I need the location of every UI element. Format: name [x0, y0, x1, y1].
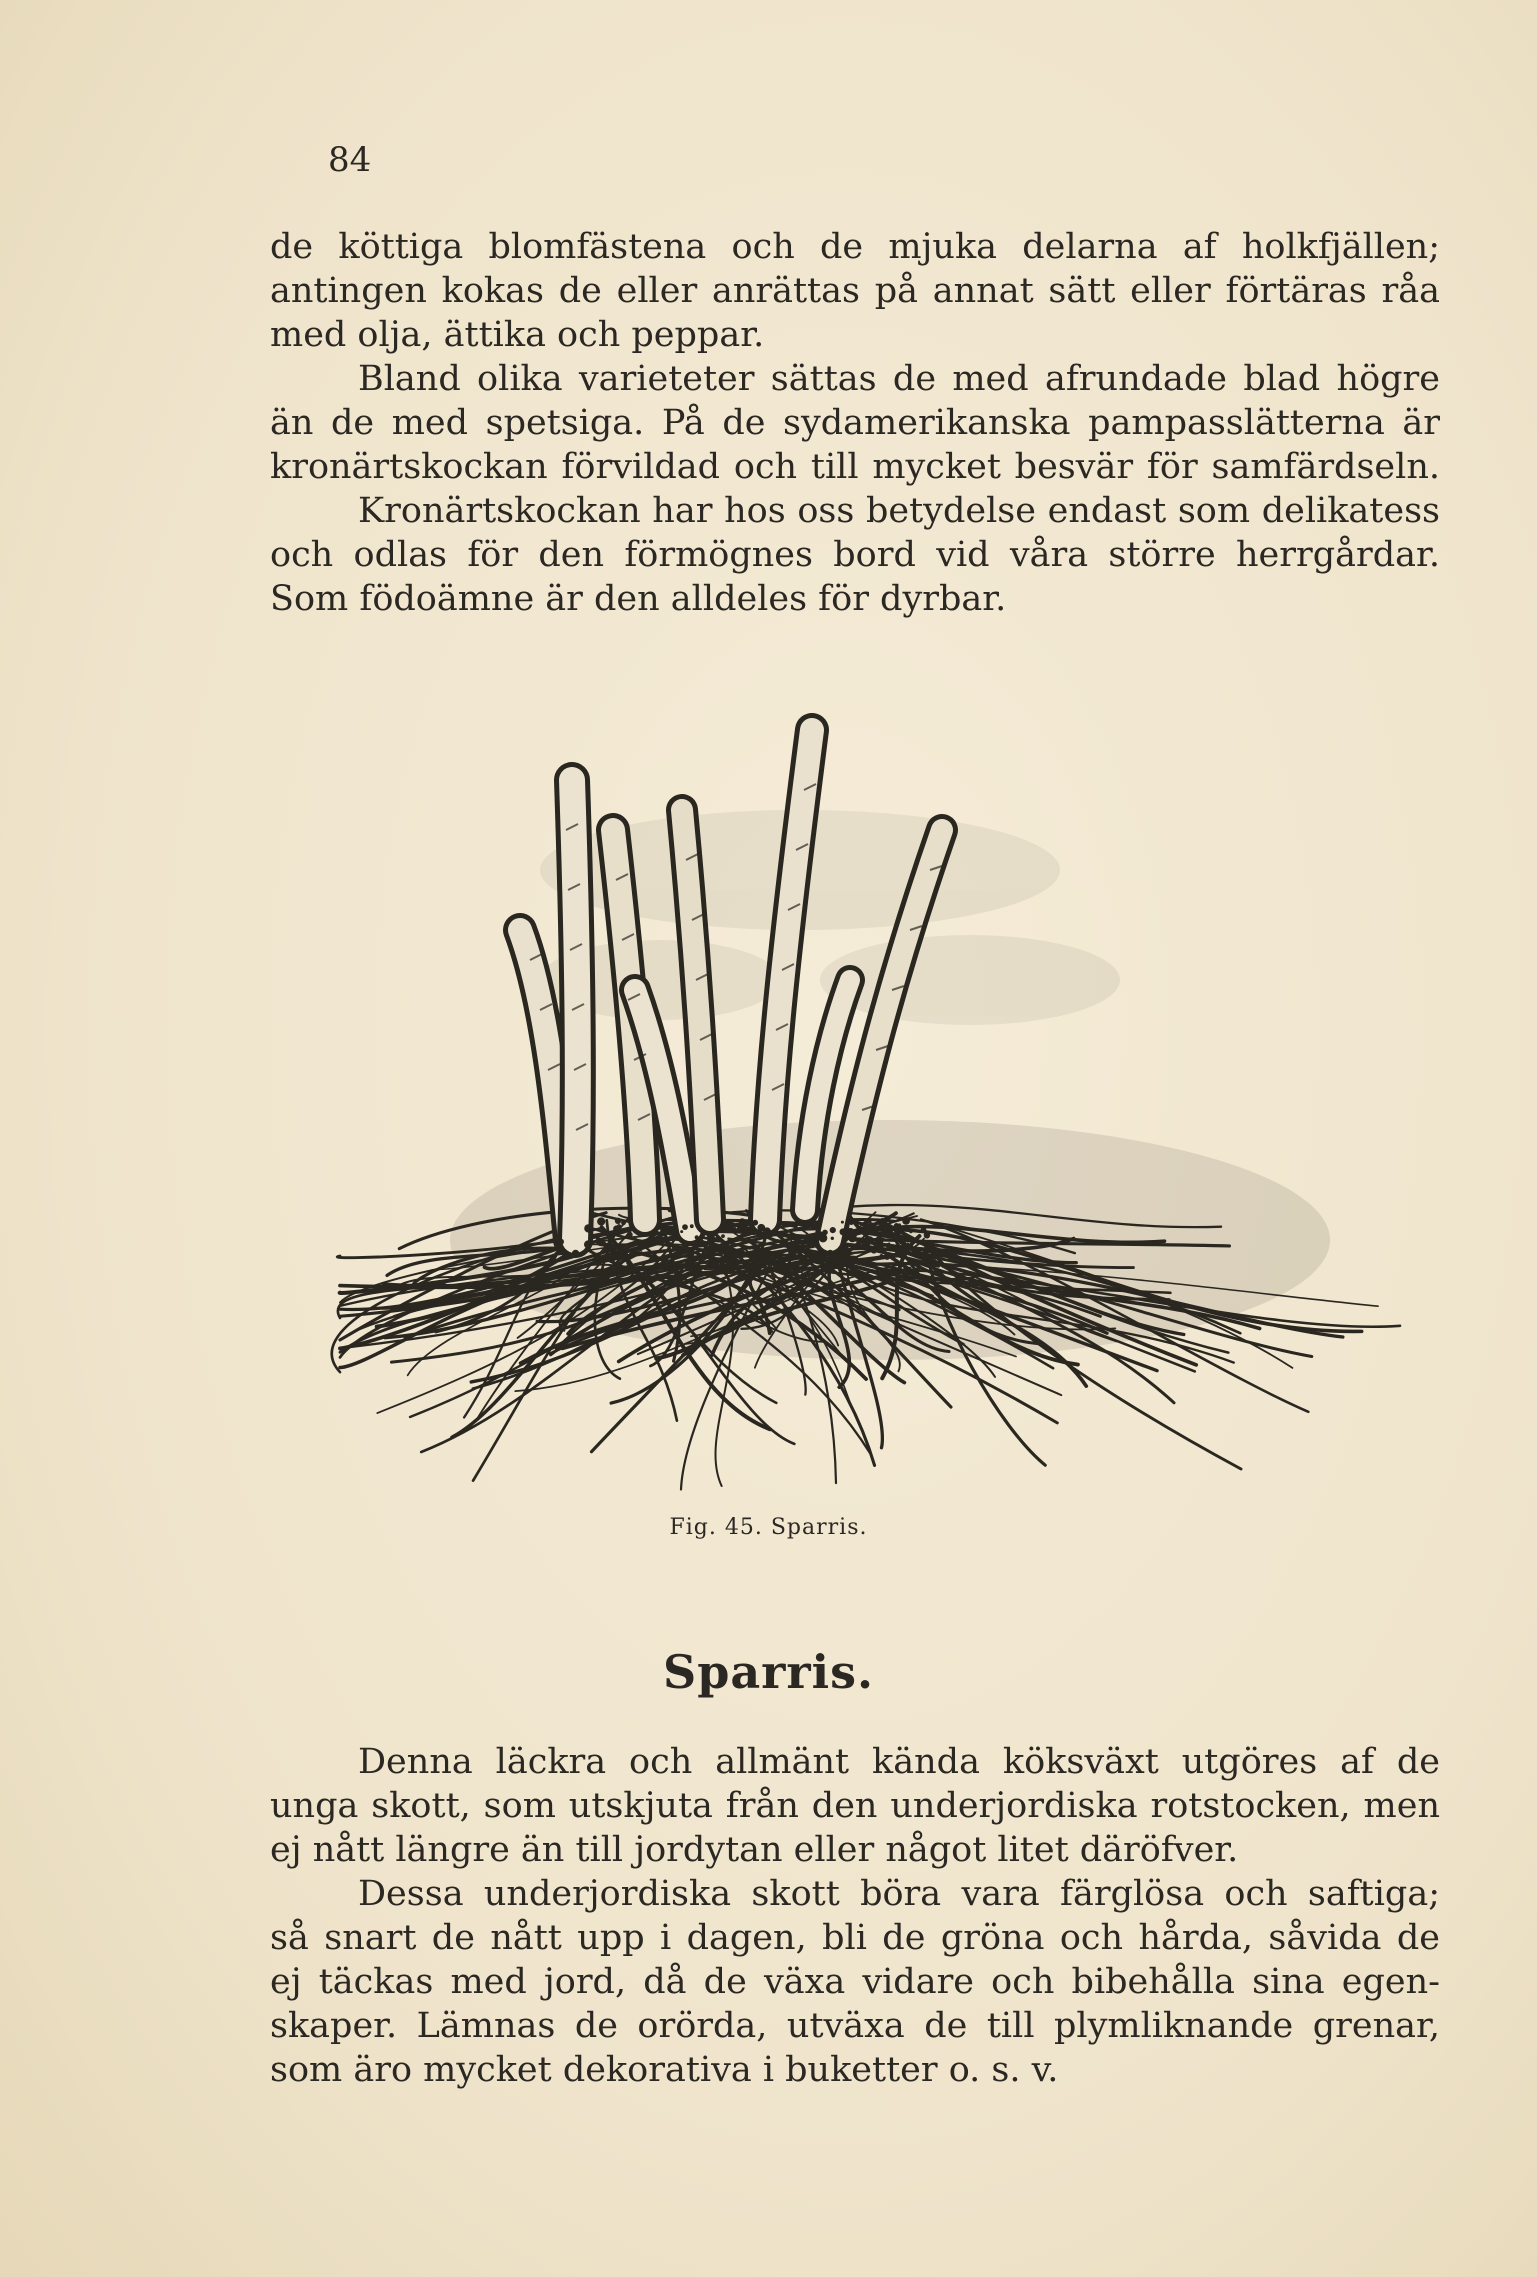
crown-stipple	[612, 1253, 617, 1258]
crown-stipple	[809, 1241, 817, 1249]
figure-caption: Fig. 45. Sparris.	[669, 1515, 868, 1540]
crown-stipple	[566, 1255, 570, 1259]
asparagus-drawing	[330, 680, 1410, 1510]
text-line: ej täckas med jord, då de växa vidare och bibehålla sina egen-	[270, 1962, 1440, 2002]
text-line: Dessa underjordiska skott böra vara färglösa och saftiga;	[358, 1874, 1440, 1914]
crown-stipple	[841, 1221, 844, 1224]
text-line: ej nått längre än till jordytan eller något litet däröfver.	[270, 1830, 1239, 1870]
text-line: skaper. Lämnas de orörda, utväxa de till plymliknande grenar,	[270, 2006, 1440, 2046]
page-number: 84	[328, 140, 372, 180]
crown-stipple	[830, 1253, 837, 1260]
crown-stipple	[621, 1220, 626, 1225]
crown-stipple	[901, 1243, 909, 1251]
crown-stipple	[718, 1239, 722, 1243]
text-line: de köttiga blomfästena och de mjuka delarna af holkfjällen;	[270, 227, 1440, 267]
crown-stipple	[737, 1250, 740, 1253]
section-heading: Sparris.	[662, 1645, 875, 1699]
crown-stipple	[921, 1227, 927, 1233]
crown-stipple	[617, 1247, 625, 1255]
crown-stipple	[723, 1248, 731, 1256]
crown-stipple	[558, 1239, 564, 1245]
crown-stipple	[617, 1224, 621, 1228]
crown-stipple	[822, 1230, 828, 1236]
crown-stipple	[572, 1250, 580, 1258]
crown-stipple	[724, 1243, 727, 1246]
crown-stipple	[731, 1254, 736, 1259]
crown-stipple	[881, 1238, 885, 1242]
crown-stipple	[831, 1237, 834, 1240]
crown-stipple	[721, 1234, 725, 1238]
text-line: Denna läckra och allmänt kända köksväxt utgöres af de	[358, 1742, 1440, 1782]
text-line: antingen kokas de eller anrättas på annat sätt eller förtäras råa	[270, 271, 1440, 311]
crown-stipple	[909, 1230, 913, 1234]
crown-stipple	[687, 1250, 694, 1257]
crown-stipple	[690, 1224, 694, 1228]
crown-stipple	[871, 1247, 877, 1253]
crown-stipple	[682, 1243, 688, 1249]
crown-stipple	[750, 1228, 757, 1235]
crown-stipple	[627, 1232, 633, 1238]
crown-stipple	[884, 1221, 888, 1225]
crown-stipple	[597, 1217, 605, 1225]
crown-stipple	[680, 1230, 683, 1233]
text-line: kronärtskockan förvildad och till mycket besvär för samfärdseln.	[270, 447, 1440, 487]
crown-stipple	[594, 1254, 601, 1261]
crown-stipple	[895, 1247, 902, 1254]
crown-stipple	[701, 1254, 706, 1259]
crown-stipple	[849, 1221, 853, 1225]
crown-stipple	[876, 1239, 880, 1243]
crown-stipple	[757, 1224, 765, 1232]
crown-stipple	[838, 1251, 843, 1256]
crown-stipple	[736, 1227, 741, 1232]
crown-stipple	[902, 1217, 910, 1225]
crown-stipple	[921, 1251, 929, 1259]
crown-stipple	[744, 1221, 750, 1227]
crown-stipple	[797, 1250, 802, 1255]
crown-stipple	[880, 1254, 884, 1258]
crown-stipple	[768, 1231, 773, 1236]
text-line: och odlas för den förmögnes bord vid våra större herrgårdar.	[270, 535, 1440, 575]
crown-stipple	[814, 1234, 821, 1241]
crown-stipple	[807, 1249, 811, 1253]
crown-stipple	[748, 1247, 751, 1250]
crown-stipple	[667, 1228, 675, 1236]
crown-stipple	[660, 1229, 665, 1234]
bottom-paragraph	[270, 1740, 1440, 2092]
crown-stipple	[902, 1236, 907, 1241]
crown-stipple	[752, 1220, 758, 1226]
crown-stipple	[793, 1222, 799, 1228]
crown-stipple	[596, 1238, 603, 1245]
crown-stipple	[626, 1254, 632, 1260]
text-line: så snart de nått upp i dagen, bli de gröna och hårda, såvida de	[270, 1918, 1440, 1958]
crown-stipple	[771, 1251, 780, 1260]
text-line: unga skott, som utskjuta från den underjordiska rotstocken, men	[270, 1786, 1440, 1826]
crown-stipple	[924, 1232, 930, 1238]
crown-stipple	[788, 1248, 797, 1257]
crown-stipple	[882, 1228, 890, 1236]
text-line: med olja, ättika och peppar.	[270, 315, 765, 355]
crown-stipple	[793, 1240, 800, 1247]
crown-stipple	[884, 1253, 891, 1260]
top-paragraph	[270, 225, 1440, 621]
crown-stipple	[589, 1241, 594, 1246]
text-line: Kronärtskockan har hos oss betydelse endast som delikatess	[358, 491, 1440, 531]
crown-stipple	[905, 1225, 908, 1228]
crown-stipple	[672, 1244, 680, 1252]
crown-stipple	[870, 1228, 873, 1231]
crown-stipple	[930, 1246, 934, 1250]
crown-stipple	[844, 1245, 848, 1249]
crown-stipple	[861, 1241, 870, 1250]
crown-stipple	[615, 1218, 621, 1224]
crown-stipple	[637, 1245, 644, 1252]
crown-stipple	[695, 1235, 699, 1239]
text-line: Bland olika varieteter sättas de med afrundade blad högre	[358, 359, 1440, 399]
crown-stipple	[584, 1224, 592, 1232]
crown-stipple	[787, 1245, 790, 1248]
crown-stipple	[830, 1227, 836, 1233]
text-line: som äro mycket dekorativa i buketter o. s. v.	[270, 2050, 1059, 2090]
crown-stipple	[757, 1254, 765, 1262]
crown-stipple	[696, 1239, 705, 1248]
crown-stipple	[849, 1230, 857, 1238]
text-line: än de med spetsiga. På de sydamerikanska pampasslätterna är	[270, 403, 1440, 443]
crown-stipple	[840, 1228, 847, 1235]
asparagus-illustration	[330, 680, 1410, 1510]
text-line: Som födoämne är den alldeles för dyrbar.	[270, 579, 1007, 619]
crown-stipple	[709, 1233, 715, 1239]
crown-stipple	[865, 1221, 869, 1225]
crown-stipple	[933, 1254, 939, 1260]
crown-stipple	[682, 1224, 688, 1230]
crown-stipple	[749, 1254, 756, 1261]
crown-stipple	[894, 1227, 902, 1235]
crown-stipple	[603, 1247, 608, 1252]
